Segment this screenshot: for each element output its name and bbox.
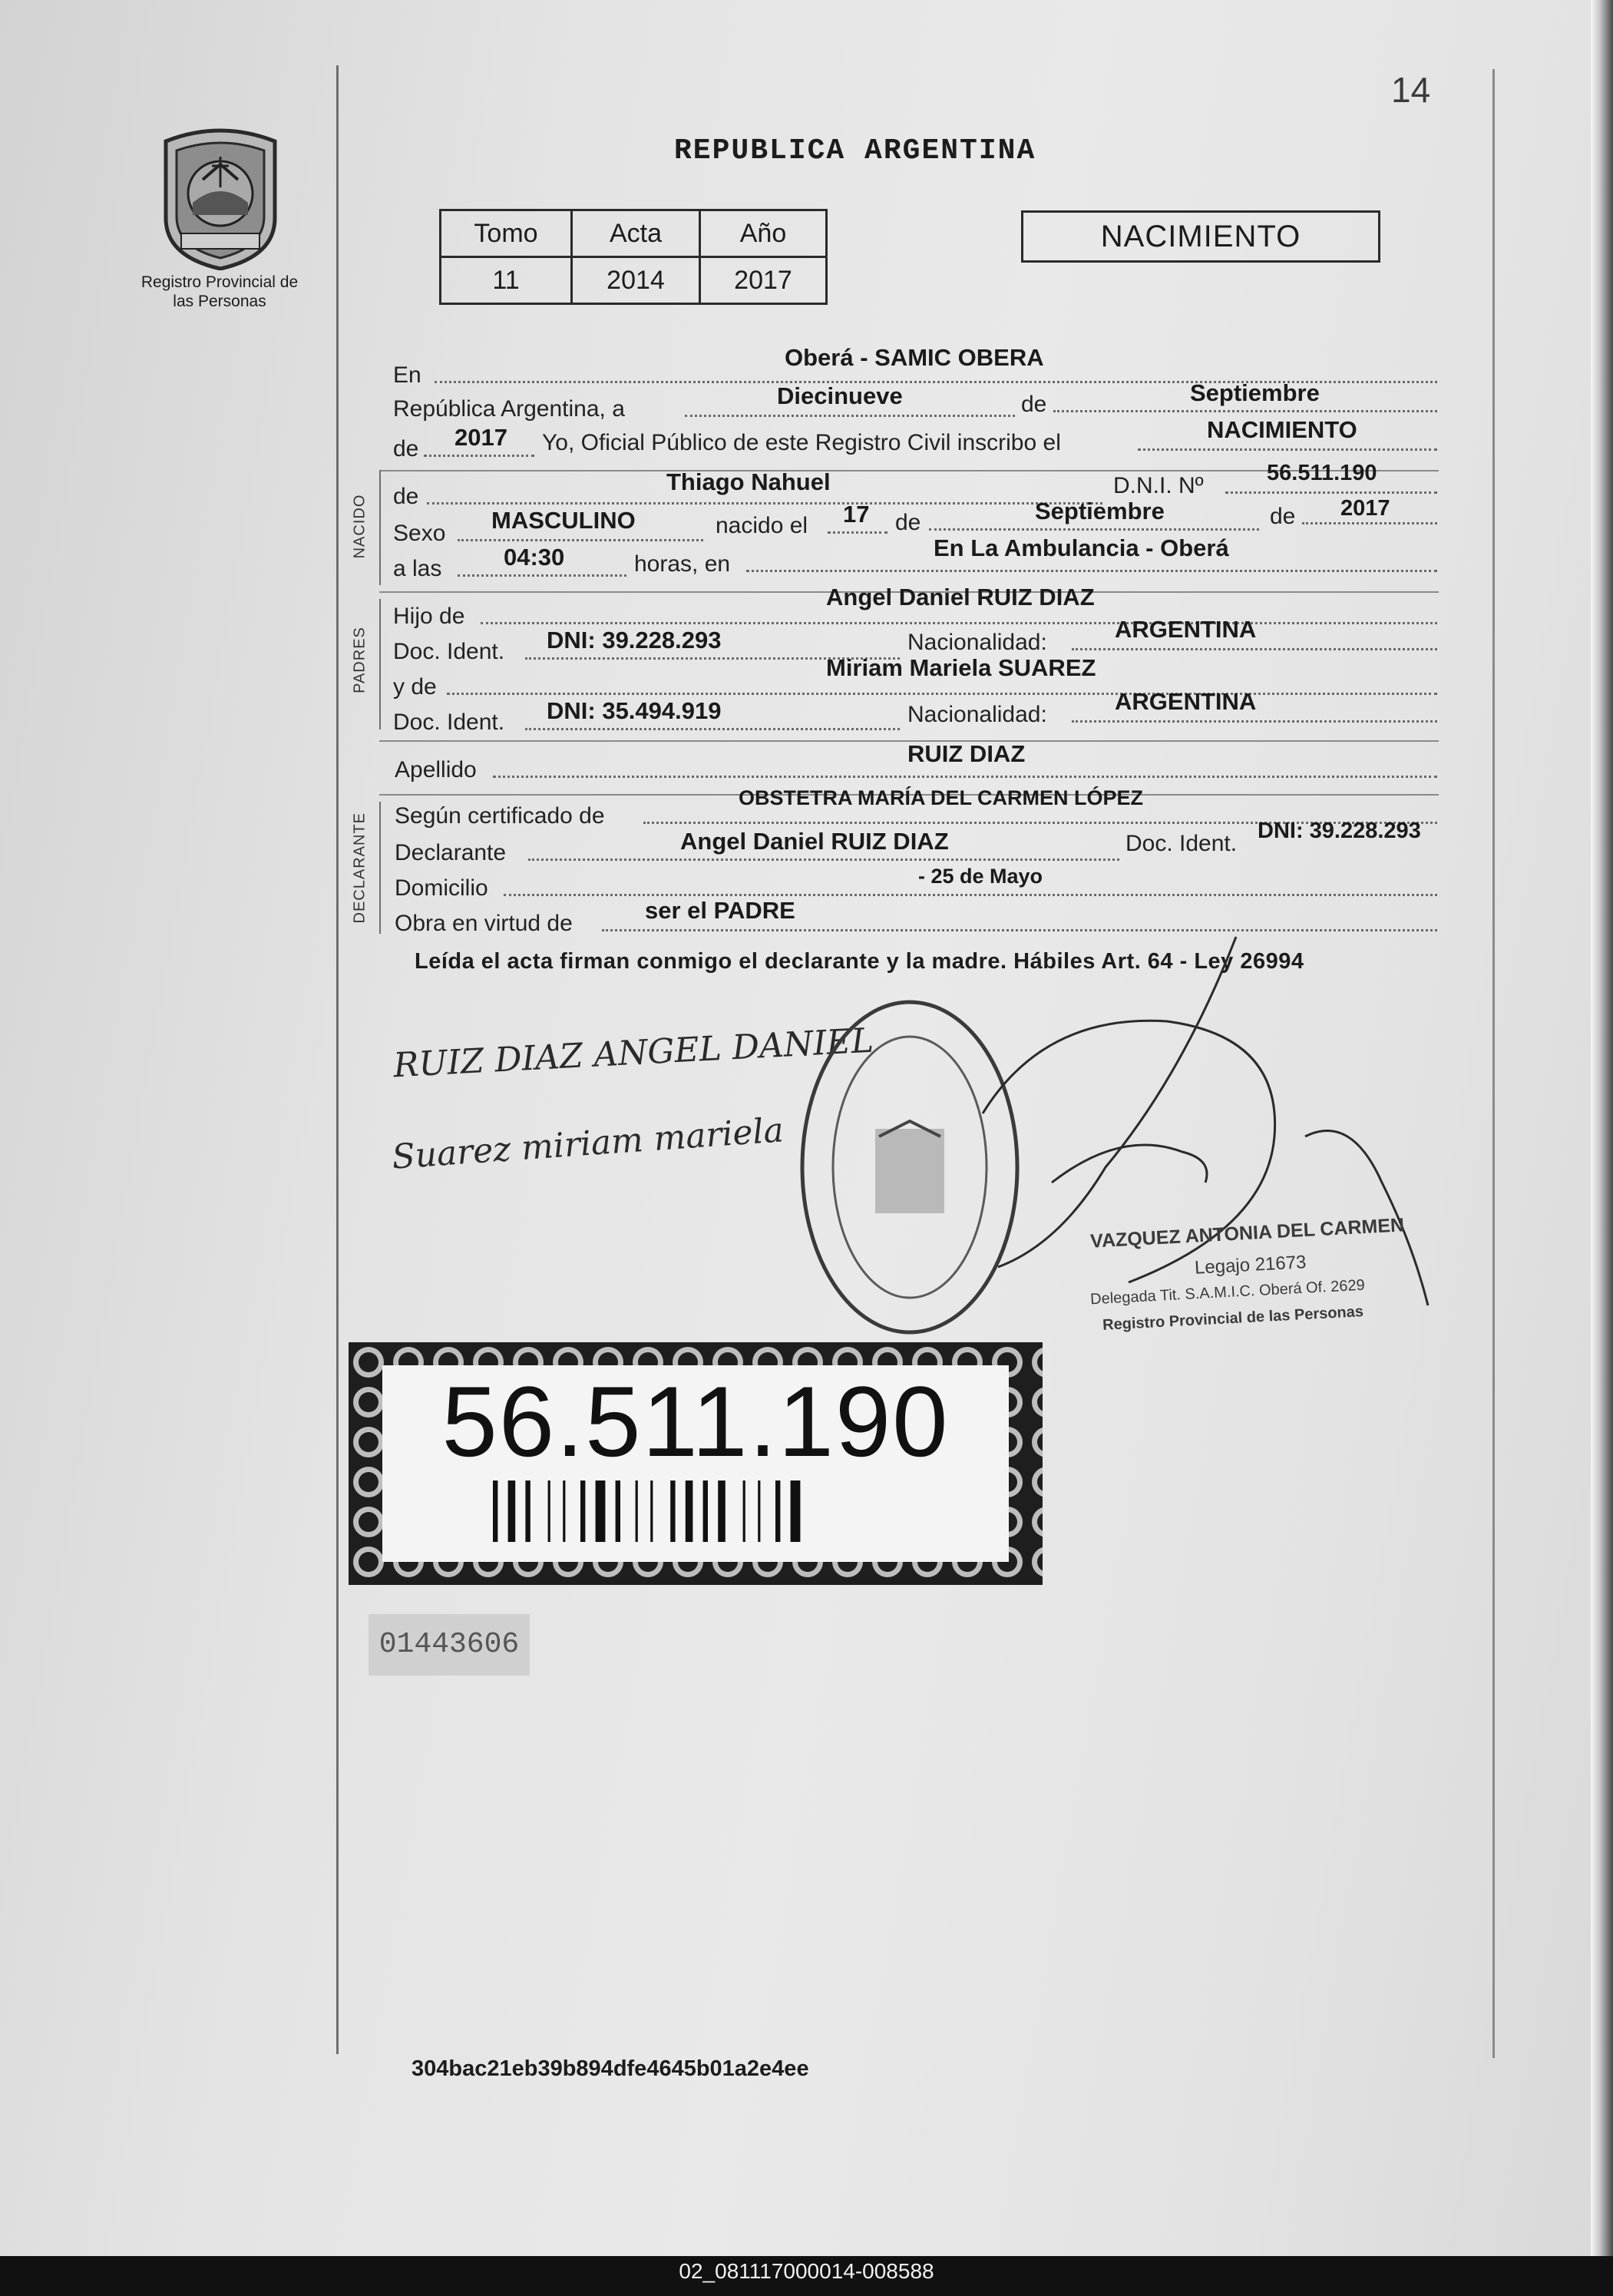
label-hijo-de: Hijo de bbox=[393, 604, 465, 629]
dotted-line bbox=[447, 693, 1437, 695]
father-doc-value: DNI: 39.228.293 bbox=[547, 627, 722, 653]
capacity-value: ser el PADRE bbox=[645, 897, 795, 924]
birth-month-value: Septiembre bbox=[1035, 498, 1165, 524]
label-republica: República Argentina, a bbox=[393, 396, 625, 422]
birth-year-value: 2017 bbox=[1340, 496, 1390, 521]
birth-day-value: 17 bbox=[843, 501, 870, 528]
officer-registry: Registro Provincial de las Personas bbox=[1102, 1303, 1364, 1334]
dotted-line bbox=[929, 528, 1259, 531]
barcode-bar bbox=[548, 1480, 550, 1542]
dotted-line bbox=[528, 859, 1119, 861]
child-name-value: Thiago Nahuel bbox=[666, 468, 831, 495]
dotted-line bbox=[1053, 410, 1437, 412]
mother-doc-value: DNI: 35.494.919 bbox=[547, 697, 722, 724]
mother-name-value: Miriam Mariela SUAREZ bbox=[826, 654, 1096, 681]
dotted-line bbox=[504, 894, 1437, 896]
label-y-de: y de bbox=[393, 674, 437, 700]
dotted-line bbox=[424, 455, 534, 457]
dotted-line bbox=[1225, 491, 1437, 494]
barcode-bar bbox=[703, 1480, 708, 1542]
dotted-line bbox=[458, 539, 703, 541]
dotted-line bbox=[427, 502, 1102, 505]
page-number: 14 bbox=[1391, 70, 1431, 110]
dotted-line bbox=[1138, 448, 1437, 451]
section-nacido-label: NACIDO bbox=[351, 494, 369, 559]
officer-role: Delegada Tit. S.A.M.I.C. Oberá Of. 2629 bbox=[1089, 1276, 1366, 1308]
label-doc-ident-mother: Doc. Ident. bbox=[393, 710, 505, 735]
event-value: NACIMIENTO bbox=[1207, 416, 1357, 443]
label-de-child: de bbox=[393, 484, 419, 509]
reference-table bbox=[439, 209, 828, 305]
dotted-line bbox=[481, 622, 1437, 624]
barcode-bar bbox=[718, 1480, 726, 1542]
acta-value: 2014 bbox=[572, 257, 700, 304]
record-type-box: NACIMIENTO bbox=[1021, 210, 1380, 263]
label-doc-ident-father: Doc. Ident. bbox=[393, 639, 505, 664]
label-a-las: a las bbox=[393, 556, 442, 581]
label-dni: D.N.I. Nº bbox=[1113, 473, 1204, 498]
closing-text: Leída el acta firman conmigo el declarante y la madre. Hábiles Art. 64 - Ley 26994 bbox=[415, 949, 1304, 974]
birth-time-value: 04:30 bbox=[504, 544, 565, 571]
label-yo: Yo, Oficial Público de este Registro Civil inscribo el bbox=[542, 430, 1061, 455]
label-de: de bbox=[1270, 504, 1296, 529]
left-margin-rule bbox=[336, 65, 339, 2054]
label-declarante: Declarante bbox=[395, 840, 507, 865]
barcode-bar bbox=[650, 1480, 653, 1542]
label-de: de bbox=[393, 436, 419, 462]
barcode-bar bbox=[636, 1480, 638, 1542]
address-value: - 25 de Mayo bbox=[918, 865, 1043, 888]
label-doc-ident-declarant: Doc. Ident. bbox=[1125, 831, 1238, 856]
barcode-bar bbox=[580, 1480, 585, 1542]
dotted-line bbox=[1302, 522, 1437, 524]
declarant-name-value: Angel Daniel RUIZ DIAZ bbox=[680, 828, 949, 855]
label-de: de bbox=[1021, 392, 1047, 417]
dotted-line bbox=[525, 728, 900, 730]
dotted-line bbox=[685, 415, 1015, 417]
father-name-value: Angel Daniel RUIZ DIAZ bbox=[826, 584, 1095, 610]
label-de: de bbox=[895, 510, 921, 535]
section-bracket bbox=[379, 802, 381, 934]
surname-value: RUIZ DIAZ bbox=[907, 740, 1026, 767]
label-apellido: Apellido bbox=[395, 757, 477, 782]
dotted-line bbox=[1072, 648, 1437, 650]
father-nationality-value: ARGENTINA bbox=[1115, 616, 1257, 643]
dotted-line bbox=[746, 570, 1437, 572]
file-name: 02_081117000014-008588 bbox=[679, 2259, 934, 2283]
barcode-bar bbox=[596, 1480, 606, 1542]
provincial-seal-icon bbox=[158, 126, 283, 270]
dotted-line bbox=[828, 531, 887, 534]
country-title: REPUBLICA ARGENTINA bbox=[674, 134, 1036, 167]
label-horas-en: horas, en bbox=[634, 551, 731, 577]
acta-header: Acta bbox=[572, 210, 700, 257]
year-value: 2017 bbox=[454, 424, 507, 451]
declarant-doc-value: DNI: 39.228.293 bbox=[1258, 819, 1421, 843]
birth-place-value: En La Ambulancia - Oberá bbox=[934, 534, 1229, 561]
reference-table-value-row bbox=[441, 257, 827, 304]
section-bracket bbox=[379, 599, 381, 729]
certificate-by-value: OBSTETRA MARÍA DEL CARMEN LÓPEZ bbox=[739, 786, 1144, 809]
label-sexo: Sexo bbox=[393, 521, 446, 546]
barcode-bar bbox=[525, 1480, 530, 1542]
child-dni-value: 56.511.190 bbox=[1267, 461, 1377, 485]
barcode-bar bbox=[791, 1480, 801, 1542]
barcode-bar bbox=[775, 1480, 780, 1542]
barcode-bar bbox=[508, 1480, 516, 1542]
right-margin-rule bbox=[1492, 69, 1495, 2058]
label-obra: Obra en virtud de bbox=[395, 911, 573, 936]
serial-number: 01443606 bbox=[369, 1614, 530, 1676]
tomo-value: 11 bbox=[441, 257, 572, 304]
label-segun: Según certificado de bbox=[395, 803, 605, 829]
barcode-number: 56.511.190 bbox=[441, 1365, 950, 1477]
section-bracket bbox=[379, 470, 381, 585]
barcode-bar bbox=[686, 1480, 693, 1542]
month-value: Septiembre bbox=[1190, 379, 1320, 406]
reference-table-header-row bbox=[441, 210, 827, 257]
dotted-line bbox=[493, 776, 1437, 778]
label-en: En bbox=[393, 362, 421, 388]
day-words-value: Diecinueve bbox=[777, 382, 903, 409]
barcode-bar bbox=[493, 1480, 497, 1542]
mother-nationality-value: ARGENTINA bbox=[1115, 688, 1257, 715]
father-handwritten-signature: RUIZ DIAZ ANGEL DANIEL bbox=[392, 1021, 875, 1086]
section-declarante-label: DECLARANTE bbox=[351, 812, 369, 924]
place-value: Oberá - SAMIC OBERA bbox=[785, 344, 1044, 371]
mother-handwritten-signature: Suarez miriam mariela bbox=[390, 1110, 785, 1177]
anio-header: Año bbox=[700, 210, 827, 257]
label-nacido-el: nacido el bbox=[716, 513, 808, 538]
anio-value: 2017 bbox=[700, 257, 827, 304]
officer-name: VAZQUEZ ANTONIA DEL CARMEN bbox=[1089, 1214, 1405, 1252]
barcode-bar bbox=[616, 1480, 620, 1542]
dotted-line bbox=[458, 574, 626, 577]
hash-code: 304bac21eb39b894dfe4645b01a2e4ee bbox=[412, 2056, 809, 2081]
officer-legajo: Legajo 21673 bbox=[1194, 1252, 1307, 1279]
label-nacionalidad-father: Nacionalidad: bbox=[907, 630, 1047, 655]
page-edge-shadow bbox=[1591, 0, 1613, 2256]
barcode-bar bbox=[670, 1480, 675, 1542]
barcode-bar bbox=[758, 1480, 760, 1542]
label-domicilio: Domicilio bbox=[395, 875, 488, 901]
barcode-bar bbox=[563, 1480, 565, 1542]
registry-name: Registro Provincial de las Personas bbox=[140, 273, 299, 310]
barcode-bar bbox=[743, 1480, 745, 1542]
dotted-line bbox=[1072, 720, 1437, 723]
tomo-header: Tomo bbox=[441, 210, 572, 257]
sex-value: MASCULINO bbox=[491, 507, 636, 534]
label-nacionalidad-mother: Nacionalidad: bbox=[907, 702, 1047, 727]
section-padres-label: PADRES bbox=[351, 627, 369, 693]
